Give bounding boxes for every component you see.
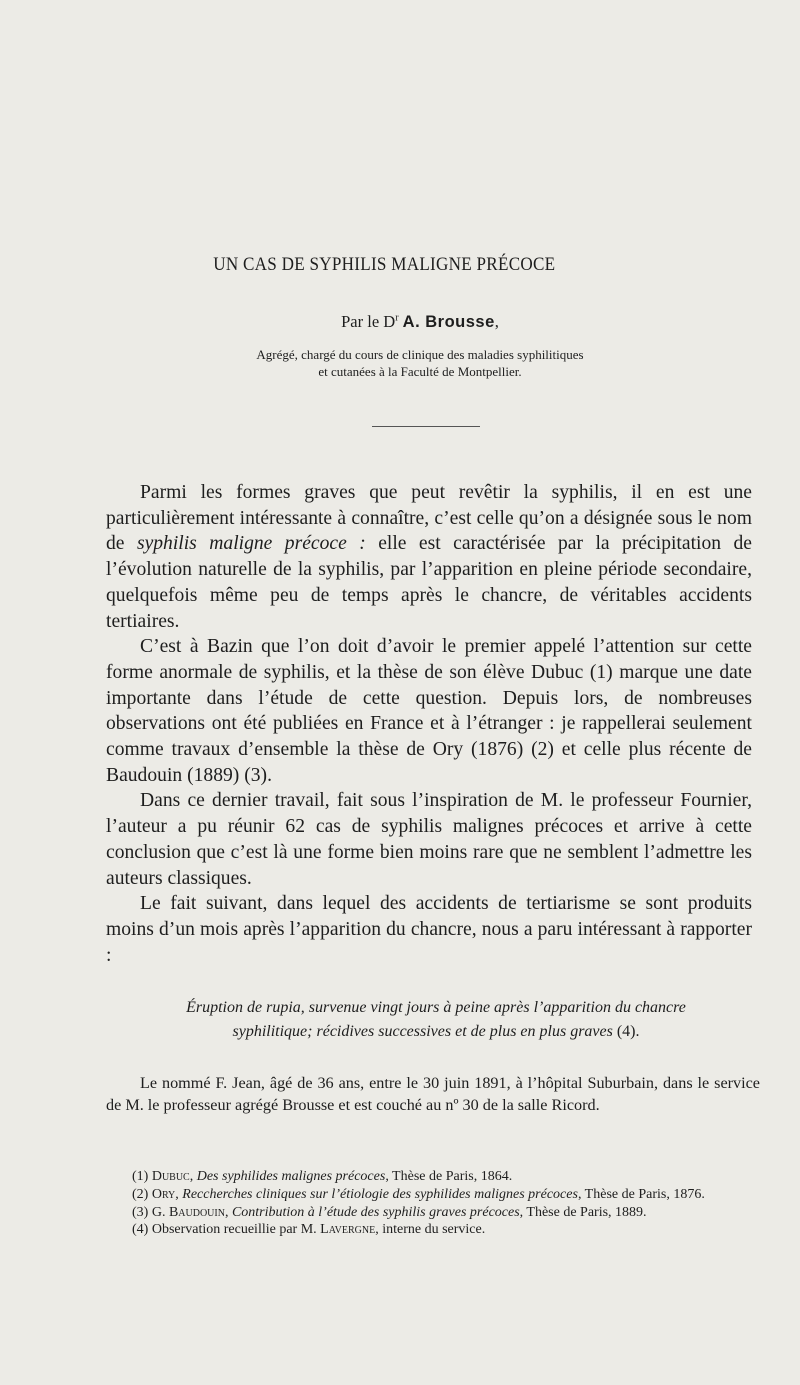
paragraph-1 (106, 480, 752, 634)
footnote-4-text: Observation recueillie par M. (151, 1222, 321, 1238)
footnote-4 (106, 1221, 758, 1239)
observation-heading (104, 996, 768, 1044)
paragraph-2: C’est à Bazin que l’on doit d’avoir le premier appelé l’attention sur cette forme anormale de syphilis, et la thèse de son élève Dubuc (1) marque une date importante dans l’étude de cette question. Depuis lors, de nombreuses observations ont été publiées en France et à l’étranger : je rappellerai seulement comme travaux d’ensemble la thèse de Ory (1876) (2) et celle plus récente de Baudouin (1889) (3). (106, 636, 752, 786)
case-paragraph: Le nommé F. Jean, âgé de 36 ans, entre le 30 juin 1891, à l’hôpital Suburbain, dans le service de M. le professeur agrégé Brousse et est couché au nº 30 de la salle Ricord. (106, 1074, 760, 1114)
observation-heading-line-2-text: syphilitique; récidives successives et de plus en plus graves (232, 1023, 613, 1040)
footnote-4-num: (4) (132, 1222, 152, 1238)
footnote-1-work: Des syphilides malignes précoces (196, 1169, 386, 1184)
author-byline (0, 312, 800, 332)
footnote-4-author: Lavergne (320, 1222, 376, 1238)
paragraph-1-emphasis: syphilis maligne précoce : (136, 533, 366, 555)
footnote-1-author: Dubuc (151, 1169, 190, 1184)
byline-sup: r (395, 312, 399, 324)
footnotes (106, 1168, 758, 1239)
footnote-3-num: (3) (132, 1204, 152, 1220)
paragraph-1-text-a: Parmi les formes graves que peut revêtir la syphilis, il en est une particulièrement intéressante à connaître, c’est celle qu’on a désignée sous le nom de (106, 482, 752, 555)
footnote-1-num: (1) (132, 1169, 152, 1184)
paragraph-1-text-b: elle est caractérisée par la précipitation de l’évolution naturelle de la syphilis, par l’apparition en pleine période secondaire, quelquefois même peu de temps après le chancre, de véritables accidents tertiaires. (106, 533, 752, 632)
footnote-2-rest: , Thèse de Paris, 1876. (577, 1186, 705, 1202)
observation-heading-line-2 (104, 1020, 768, 1044)
case-report (106, 1072, 760, 1116)
observation-heading-line-1: Éruption de rupia, survenue vingt jours à peine après l’apparition du chancre (186, 999, 686, 1016)
footnote-3-rest: , Thèse de Paris, 1889. (519, 1204, 647, 1220)
separator-rule (372, 426, 480, 427)
paragraph-3: Dans ce dernier travail, fait sous l’inspiration de M. le professeur Fournier, l’auteur a pu réunir 62 cas de syphilis malignes précoces et arrive à cette conclusion que c’est là une forme bien moins rare que ne semblent l’admettre les auteurs classiques. (106, 790, 752, 889)
footnote-3-work: Contribution à l’étude des syphilis graves précoces (231, 1204, 520, 1220)
footnote-2-sep: , (175, 1186, 183, 1202)
paragraph-4: Le fait suivant, dans lequel des accidents de tertiarisme se sont produits moins d’un mois après l’apparition du chancre, nous a paru intéressant à rapporter : (106, 893, 752, 966)
footnote-2-num: (2) (132, 1186, 152, 1202)
main-body (106, 480, 752, 968)
footnote-2 (106, 1186, 758, 1204)
observation-heading-ref: (4). (612, 1023, 640, 1040)
article-title: UN CAS DE SYPHILIS MALIGNE PRÉCOCE (213, 254, 556, 275)
byline-suffix: , (494, 312, 499, 331)
footnote-1-rest: , Thèse de Paris, 1864. (385, 1169, 513, 1184)
footnote-2-author: Ory (151, 1186, 176, 1202)
footnote-2-work: Reccherches cliniques sur l’étiologie des syphilides malignes précoces (182, 1186, 578, 1202)
affiliation-line-2: et cutanées à la Faculté de Montpellier. (318, 364, 522, 379)
footnote-3 (106, 1204, 758, 1222)
footnote-3-sep: , (224, 1204, 232, 1220)
footnote-1 (106, 1168, 758, 1186)
footnote-4-rest: , interne du service. (375, 1222, 486, 1238)
footnote-1-sep: , (189, 1169, 197, 1184)
author-name: A. Brousse (402, 313, 495, 331)
footnote-3-author: G. Baudouin (151, 1204, 225, 1220)
affiliation-line-1: Agrégé, chargé du cours de clinique des maladies syphilitiques (256, 347, 584, 362)
byline-prefix: Par le D (341, 312, 396, 331)
